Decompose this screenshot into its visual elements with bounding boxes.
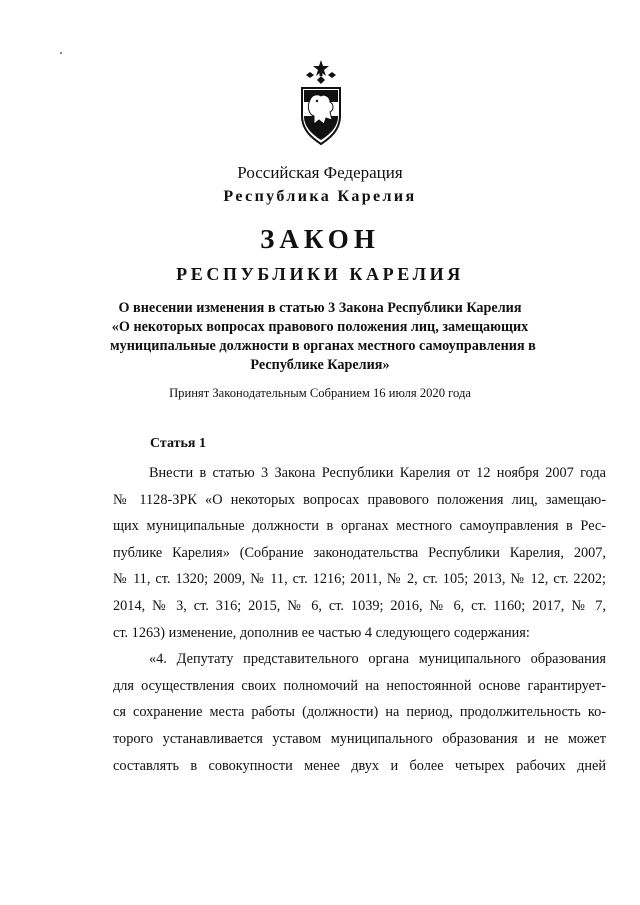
law-title-line: «О некоторых вопросах правового положения лиц, замещающих [111, 319, 529, 335]
law-title-line: О внесении изменения в статью 3 Закона Республики Карелия [118, 300, 522, 316]
adoption-note: Принят Законодательным Собранием 16 июля 2020 года [169, 386, 471, 400]
article-heading: Статья 1 [150, 436, 206, 451]
law-title [110, 299, 536, 375]
body-line: составлять в совокупности менее двух и более четырех рабочих дней [113, 757, 606, 774]
body-line: «4. Депутату представительного органа муниципального образования [149, 651, 606, 668]
body-line: 2014, № 3, ст. 316; 2015, № 6, ст. 1039; 2016, № 6, ст. 1160; 2017, № 7, [113, 597, 606, 614]
article-body [113, 460, 606, 779]
body-line: торого устанавливается уставом муниципального образования и не может [113, 730, 606, 747]
body-line: ся сохранение места работы (должности) на период, продолжительность ко- [113, 704, 606, 721]
body-line: щих муниципальные должности в органах местного самоуправления в Рес- [113, 518, 606, 535]
republic-name: Республика Карелия [223, 188, 417, 205]
body-line: публике Карелия» (Собрание законодательства Республики Карелия, 2007, [113, 544, 606, 561]
body-line: № 11, ст. 1320; 2009, № 11, ст. 1216; 2011, № 2, ст. 105; 2013, № 12, ст. 2202; [113, 571, 606, 588]
body-line: для осуществления своих полномочий на непостоянной основе гарантирует- [113, 677, 606, 694]
scan-speck [60, 52, 62, 54]
body-line: ст. 1263) изменение, дополнив ее частью 4 следующего содержания: [113, 624, 530, 641]
law-title-line: Республике Карелия» [250, 357, 390, 373]
country-name: Российская Федерация [237, 163, 403, 182]
body-line: № 1128-ЗРК «О некоторых вопросах правового положения лиц, замещаю- [113, 491, 606, 508]
law-subheading: РЕСПУБЛИКИ КАРЕЛИЯ [176, 264, 464, 284]
karelia-coat-of-arms-icon [296, 58, 346, 148]
body-line: Внести в статью 3 Закона Республики Карелия от 12 ноября 2007 года [149, 465, 606, 481]
law-title-line: муниципальные должности в органах местного самоуправления в [110, 338, 536, 354]
law-heading: ЗАКОН [260, 224, 380, 254]
